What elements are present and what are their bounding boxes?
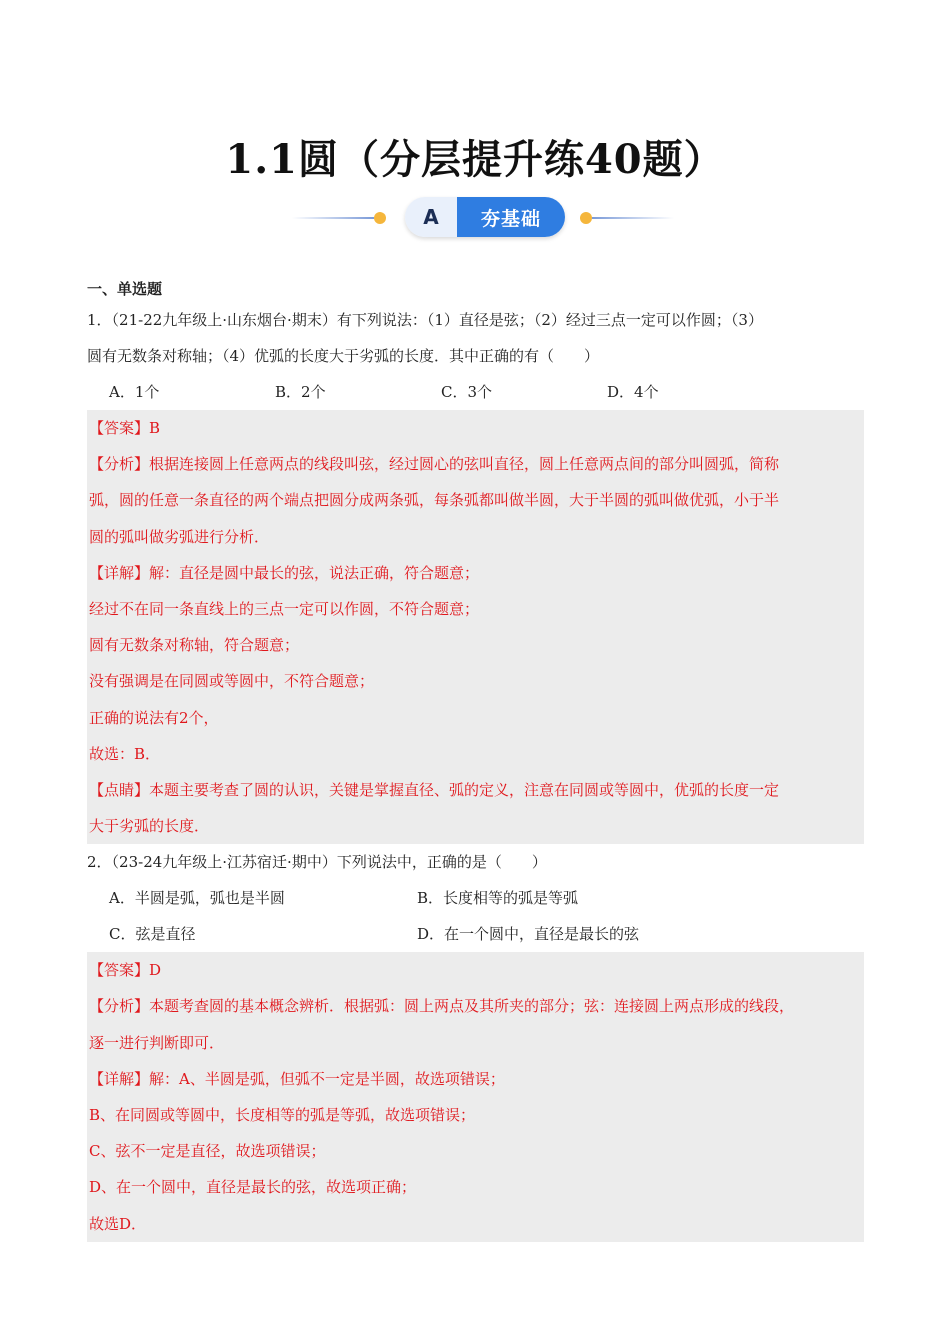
level-letter: A [405,197,457,237]
option-a: A．半圆是弧，弧也是半圆 [109,889,285,908]
detail-line: 经过不在同一条直线上的三点一定可以作圆，不符合题意； [89,599,480,618]
option-a: A．1个 [109,383,160,401]
solution-box [87,952,864,1242]
analysis-line: 圆的弧叫做劣弧进行分析． [89,527,270,546]
detail-line: 正确的说法有2个， [89,708,219,727]
option-c: C．弦是直径 [109,925,196,944]
level-banner [0,196,950,240]
detail-line: 圆有无数条对称轴，符合题意； [89,636,300,655]
analysis-line: 逐一进行判断即可． [89,1033,225,1052]
analysis-line: 【分析】根据连接圆上任意两点的线段叫弦，经过圆心的弦叫直径，圆上任意两点间的部分叫圆弧，简称 [89,455,780,474]
answer-line: 【答案】D [89,961,162,980]
detail-line: 没有强调是在同圆或等圆中，不符合题意； [89,672,375,691]
level-badge [405,197,565,237]
question-text-line: 2．（23-24九年级上·江苏宿迁·期中）下列说法中，正确的是（ ） [87,853,547,872]
question-text-line: 圆有无数条对称轴；（4）优弧的长度大于劣弧的长度．其中正确的有（ ） [87,347,600,365]
option-d: D．在一个圆中，直径是最长的弦 [417,925,640,944]
question-2 [87,844,864,1242]
detail-line: 故选：B． [89,744,161,763]
detail-line: 【详解】解：直径是圆中最长的弦，说法正确，符合题意； [89,563,480,582]
detail-line: 【详解】解：A、半圆是弧，但弧不一定是半圆，故选项错误； [89,1069,505,1088]
comment-line: 【点睛】本题主要考查了圆的认识，关键是掌握直径、弧的定义，注意在同圆或等圆中，优弧的长度一定 [89,780,780,799]
options-row [87,916,864,952]
options-row [87,880,864,916]
options-row [87,374,864,410]
decorative-dot-right [580,212,592,224]
detail-line: B、在同圆或等圆中，长度相等的弧是等弧，故选项错误； [89,1106,476,1124]
option-b: B．2个 [275,383,326,401]
detail-line: D、在一个圆中，直径是最长的弦，故选项正确； [89,1178,417,1197]
option-c: C．3个 [441,383,493,401]
decorative-dot-left [374,212,386,224]
detail-line: C、弦不一定是直径，故选项错误； [89,1142,326,1161]
page-title: 1.1圆（分层提升练40题） [225,136,725,183]
answer-line: 【答案】B [89,419,161,437]
detail-line: 故选D． [89,1214,147,1233]
document-content [87,276,864,1242]
section-heading: 一、单选题 [87,280,163,298]
option-d: D．4个 [607,383,659,401]
question-1 [87,302,864,844]
analysis-line: 弧，圆的任意一条直径的两个端点把圆分成两条弧，每条弧都叫做半圆，大于半圆的弧叫做优弧，小于半 [89,491,780,510]
option-b: B．长度相等的弧是等弧 [417,889,579,908]
comment-line: 大于劣弧的长度． [89,817,210,836]
decorative-line-right [592,217,674,219]
question-text-line: 1．（21-22九年级上·山东烟台·期末）有下列说法：（1）直径是弦；（2）经过三点一定可以作圆；（3） [87,311,763,329]
solution-box [87,410,864,844]
analysis-line: 【分析】本题考查圆的基本概念辨析．根据弧：圆上两点及其所夹的部分；弦：连接圆上两点形成的线段， [89,997,795,1016]
level-label: 夯基础 [457,197,565,237]
decorative-line-left [292,217,374,219]
